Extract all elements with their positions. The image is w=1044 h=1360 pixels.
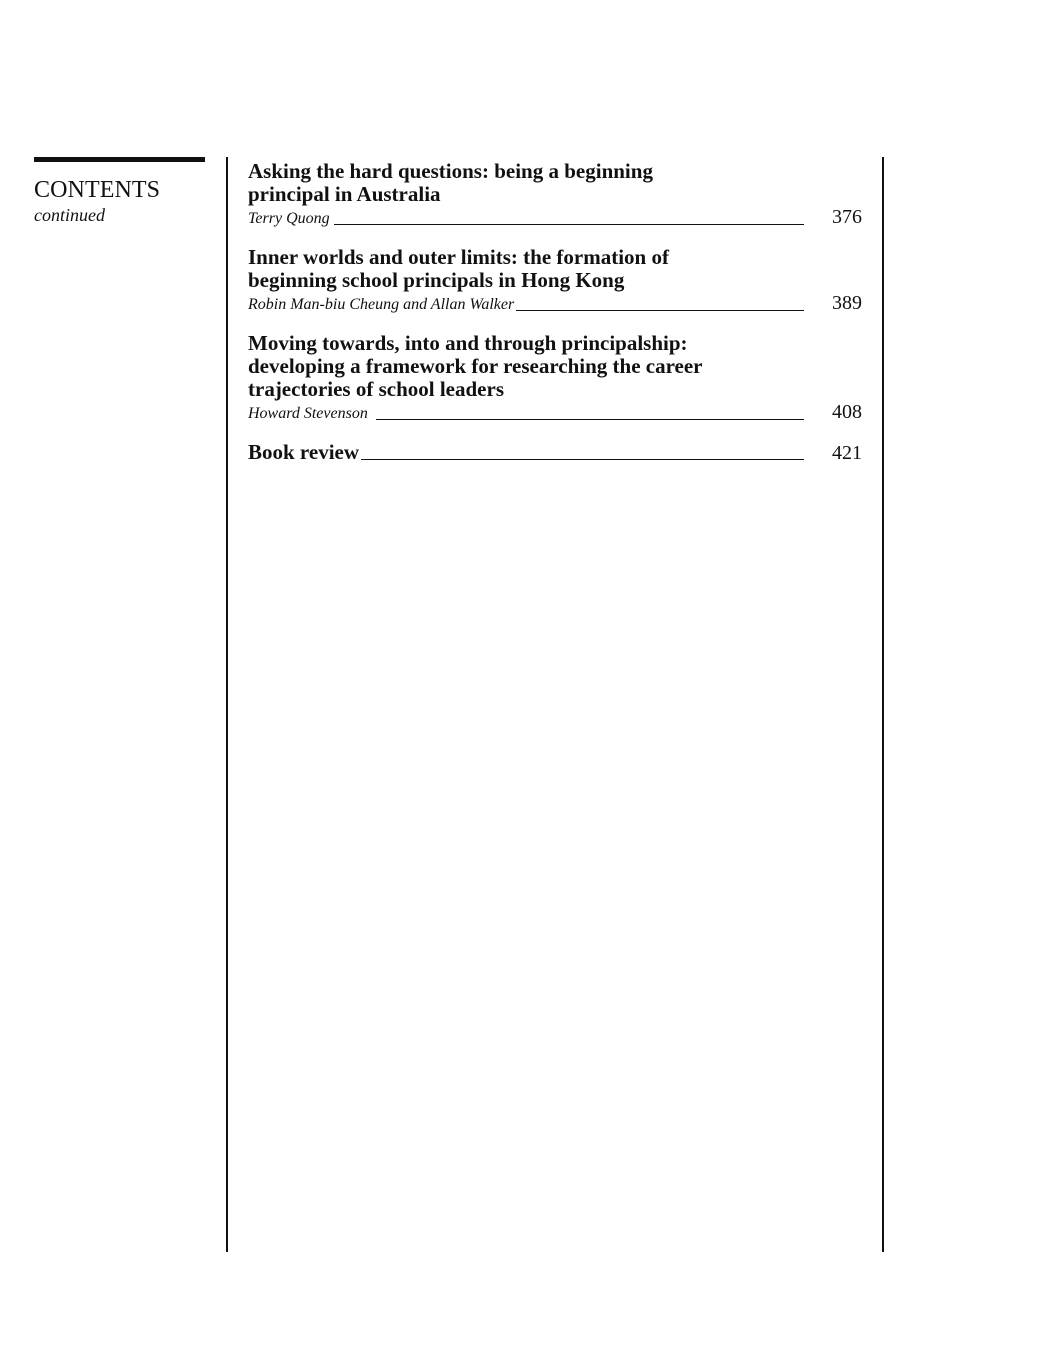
left-column-rule: [226, 157, 228, 1252]
entry-title-line: Inner worlds and outer limits: the formation of: [248, 245, 669, 269]
entry-meta: [248, 293, 862, 315]
entry-title-line: Moving towards, into and through principalship:: [248, 331, 688, 355]
entry-meta: [248, 402, 862, 424]
contents-subtitle: continued: [34, 205, 105, 225]
leader-dots: [376, 419, 804, 420]
entry-title: [248, 246, 808, 292]
entry-title: [248, 332, 808, 401]
entry-title-line: developing a framework for researching the career: [248, 354, 703, 378]
entry-title-line: beginning school principals in Hong Kong: [248, 268, 625, 292]
contents-heading: [34, 176, 214, 226]
entry-page-number: 389: [832, 292, 862, 314]
toc-entry[interactable]: [248, 160, 862, 229]
leader-dots: [516, 310, 804, 311]
entry-title-line: Asking the hard questions: being a beginning: [248, 159, 653, 183]
entry-author: Robin Man-biu Cheung and Allan Walker: [248, 296, 515, 313]
entry-title-line: principal in Australia: [248, 182, 441, 206]
entry-page-number: 408: [832, 401, 862, 423]
contents-title: CONTENTS: [34, 177, 161, 203]
toc-entry[interactable]: [248, 332, 862, 424]
book-review-page-number: 421: [832, 442, 862, 464]
entry-page-number: 376: [832, 206, 862, 228]
right-column-rule: [882, 157, 884, 1252]
leader-dots: [361, 459, 804, 460]
book-review-title: Book review: [248, 440, 360, 464]
top-rule: [34, 157, 205, 162]
table-of-contents: [248, 160, 862, 464]
leader-dots: [334, 224, 804, 225]
entry-meta: [248, 207, 862, 229]
entry-title-line: trajectories of school leaders: [248, 377, 504, 401]
toc-entry[interactable]: [248, 246, 862, 315]
entry-title: [248, 160, 808, 206]
entry-author: Howard Stevenson: [248, 405, 368, 422]
entry-author: Terry Quong: [248, 210, 330, 227]
toc-entry-book-review[interactable]: [248, 441, 862, 464]
